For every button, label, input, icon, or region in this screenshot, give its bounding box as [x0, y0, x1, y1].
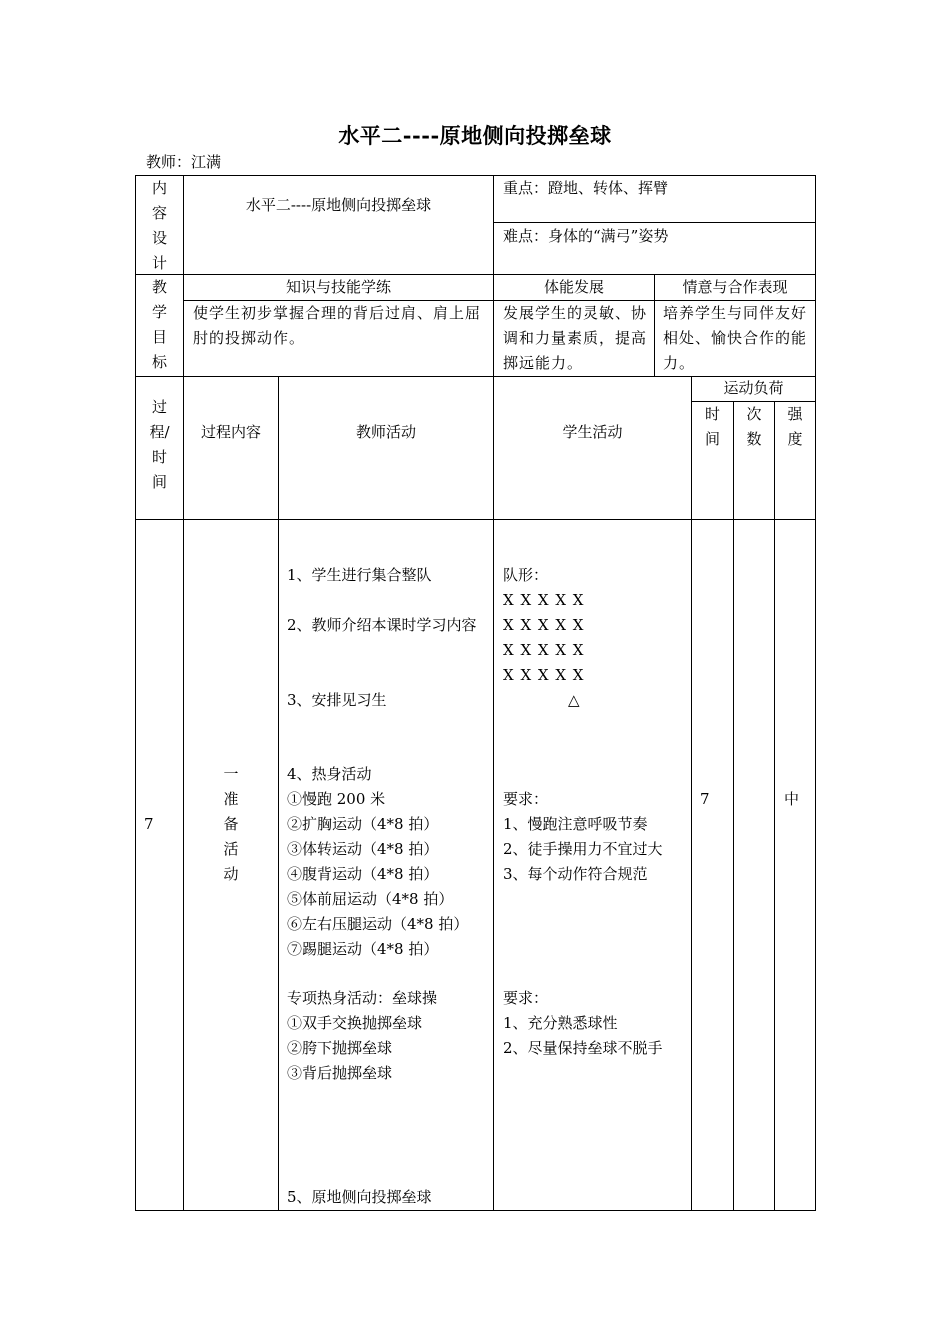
goal-header-affective: 情意与合作表现: [682, 278, 788, 296]
load-header: 运动负荷: [723, 379, 784, 397]
table-border-bottom: [135, 1210, 816, 1211]
key-point: 重点：蹬地、转体、挥臂: [503, 179, 669, 197]
table-rule: [774, 401, 775, 1211]
table-rule: [493, 175, 494, 1211]
table-rule: [278, 376, 279, 1211]
load-count-header: 次 数: [746, 405, 762, 448]
teacher-item-1: 1、学生进行集合整队: [287, 566, 432, 584]
goal-header-knowledge: 知识与技能学练: [285, 278, 391, 296]
goal-knowledge: 使学生初步掌握合理的背后过肩、肩上屈肘的投掷动作。: [193, 304, 482, 347]
row-time: 7: [144, 815, 154, 833]
goal-fitness: 发展学生的灵敏、协调和力量素质，提高掷远能力。: [503, 304, 648, 372]
difficulty-point: 难点：身体的“满弓”姿势: [503, 227, 669, 245]
load-time-header: 时 间: [704, 405, 720, 448]
table-rule: [493, 222, 816, 223]
student-requirements-2: 要求： 1、充分熟悉球性 2、尽量保持垒球不脱手: [503, 989, 663, 1057]
teacher-activity-header: 教师活动: [355, 423, 416, 441]
teacher-item-4: 4、热身活动 ①慢跑 200 米 ②扩胸运动（4*8 拍） ③体转运动（4*8 拍） ④腹背运动（4*8 拍） ⑤体前屈运动（4*8 拍） ⑥左右压腿运动（4*8 拍） ⑦踢腿运动（4*8 拍）: [287, 765, 469, 958]
goal-affective: 培养学生与同伴友好相处、愉快合作的能力。: [663, 304, 808, 372]
table-rule: [691, 376, 692, 1211]
load-intensity-value: 中: [784, 790, 800, 808]
process-content-header: 过程内容: [200, 423, 261, 441]
teacher-item-3: 3、安排见习生: [287, 691, 387, 709]
student-requirements-1: 要求： 1、慢跑注意呼吸节奏 2、徒手操用力不宜过大 3、每个动作符合规范: [503, 790, 663, 883]
design-label: 内 容 设 计: [151, 179, 167, 272]
stage-name: 一 准 备 活 动: [223, 765, 239, 883]
table-border-right: [815, 175, 816, 1211]
teacher-name: 教师：江满: [146, 153, 222, 171]
process-time-label: 过 程/ 时 间: [149, 398, 170, 491]
student-activity-header: 学生活动: [562, 423, 623, 441]
design-topic: 水平二----原地侧向投掷垒球: [245, 196, 432, 214]
load-time-value: 7: [700, 790, 710, 808]
table-rule: [183, 175, 184, 1211]
teacher-position-mark: △: [568, 691, 580, 709]
teacher-item-2: 2、教师介绍本课时学习内容: [287, 616, 477, 634]
table-rule: [733, 401, 734, 1211]
load-intensity-header: 强 度: [787, 405, 803, 448]
page-title: 水平二----原地侧向投掷垒球: [338, 123, 612, 148]
table-rule: [135, 519, 816, 520]
goal-header-fitness: 体能发展: [543, 278, 604, 296]
goals-label: 教 学 目 标: [151, 278, 167, 371]
teacher-item-5: 5、原地侧向投掷垒球: [287, 1188, 432, 1206]
teacher-item-special: 专项热身活动：垒球操 ①双手交换抛掷垒球 ②胯下抛掷垒球 ③背后抛掷垒球: [287, 989, 438, 1082]
student-formation: 队形： X X X X X X X X X X X X X X X X X X X X: [503, 566, 584, 684]
